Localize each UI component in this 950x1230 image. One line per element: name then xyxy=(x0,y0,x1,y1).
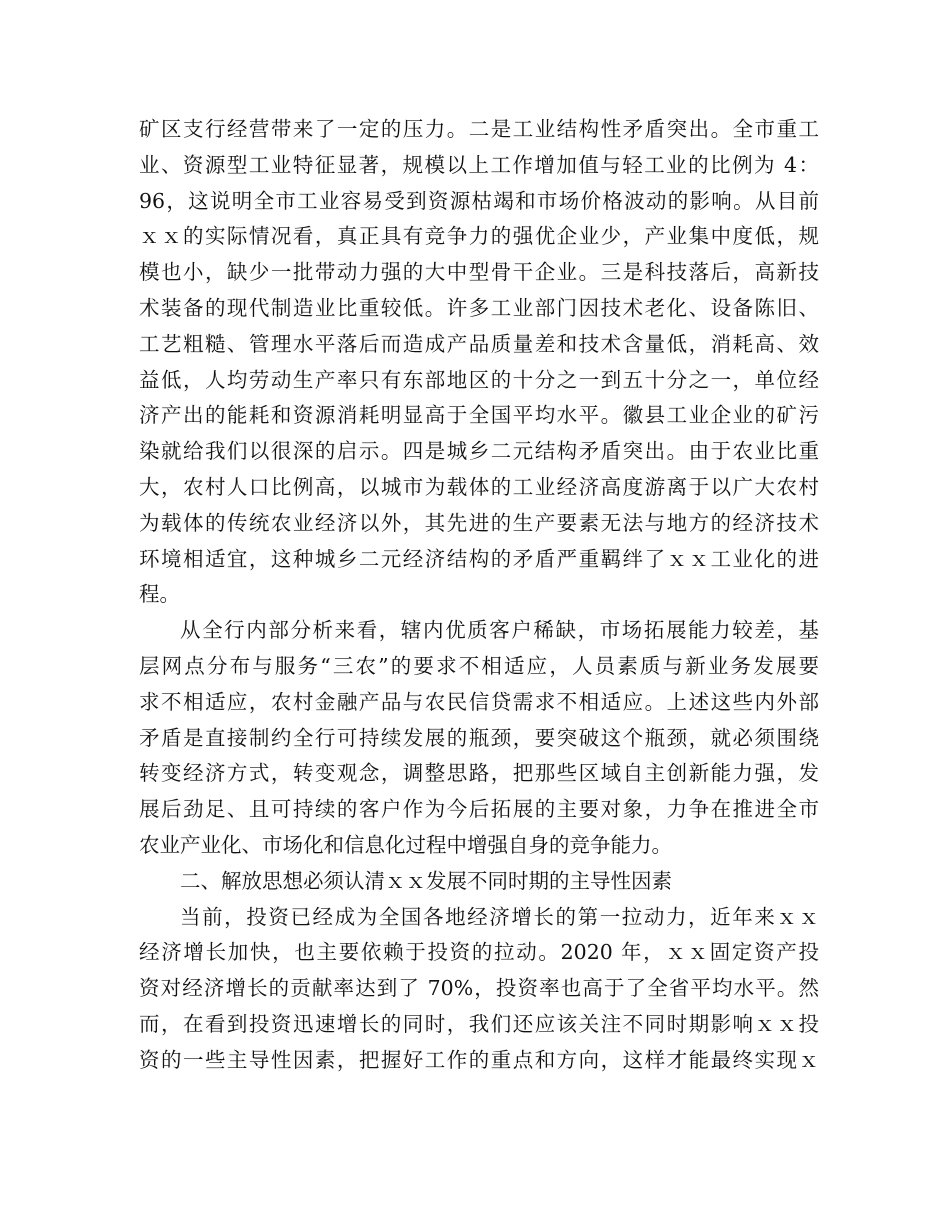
section-heading: 二、解放思想必须认清ｘｘ发展不同时期的主导性因素 xyxy=(180,868,672,893)
text-line: 大，农村人口比例高，以城市为载体的工业经济高度游离于以广大农村 xyxy=(139,474,819,499)
text-line: 为载体的传统农业经济以外，其先进的生产要素无法与地方的经济技术 xyxy=(139,510,819,535)
text-line: 染就给我们以很深的启示。四是城乡二元结构矛盾突出。由于农业比重 xyxy=(139,439,819,464)
text-line: 经济增长加快，也主要依赖于投资的拉动。2020 年，ｘｘ固定资产投 xyxy=(139,940,819,965)
text-line: 模也小，缺少一批带动力强的大中型骨干企业。三是科技落后，高新技 xyxy=(139,260,819,285)
text-line: 农业产业化、市场化和信息化过程中增强自身的竞争能力。 xyxy=(139,832,672,857)
text-line: 资对经济增长的贡献率达到了 70%，投资率也高于了全省平均水平。然 xyxy=(139,976,819,1001)
text-line: 程。 xyxy=(139,582,180,607)
text-line: 矿区支行经营带来了一定的压力。二是工业结构性矛盾突出。全市重工 xyxy=(139,117,819,141)
text-line: 矛盾是直接制约全行可持续发展的瓶颈，要突破这个瓶颈，就必须围绕 xyxy=(139,725,819,750)
text-line: 当前，投资已经成为全国各地经济增长的第一拉动力，近年来ｘｘ xyxy=(180,904,819,929)
text-line: 求不相适应，农村金融产品与农民信贷需求不相适应。上述这些内外部 xyxy=(139,689,819,714)
document-body xyxy=(139,112,819,1079)
text-line: 转变经济方式，转变观念，调整思路，把那些区域自主创新能力强，发 xyxy=(139,761,819,786)
text-line: 益低，人均劳动生产率只有东部地区的十分之一到五十分之一，单位经 xyxy=(139,367,819,392)
text-line: 业、资源型工业特征显著，规模以上工作增加值与轻工业的比例为 4： xyxy=(139,152,819,177)
text-line: 工艺粗糙、管理水平落后而造成产品质量差和技术含量低，消耗高、效 xyxy=(139,331,819,356)
text-line: 从全行内部分析来看，辖内优质客户稀缺，市场拓展能力较差，基 xyxy=(180,618,819,643)
text-line: 资的一些主导性因素，把握好工作的重点和方向，这样才能最终实现ｘ xyxy=(139,1047,819,1072)
text-line: 层网点分布与服务“三农”的要求不相适应，人员素质与新业务发展要 xyxy=(139,653,819,678)
text-line: 展后劲足、且可持续的客户作为今后拓展的主要对象，力争在推进全市 xyxy=(139,797,819,822)
text-line: 济产出的能耗和资源消耗明显高于全国平均水平。徽县工业企业的矿污 xyxy=(139,403,819,428)
text-line: 环境相适宜，这种城乡二元经济结构的矛盾严重羁绊了ｘｘ工业化的进 xyxy=(139,546,819,571)
text-line: 96，这说明全市工业容易受到资源枯竭和市场价格波动的影响。从目前 xyxy=(139,188,819,213)
text-line: ｘｘ的实际情况看，真正具有竞争力的强优企业少，产业集中度低，规 xyxy=(139,224,819,249)
text-line: 而，在看到投资迅速增长的同时，我们还应该关注不同时期影响ｘｘ投 xyxy=(139,1011,819,1036)
text-line: 术装备的现代制造业比重较低。许多工业部门因技术老化、设备陈旧、 xyxy=(139,295,819,320)
